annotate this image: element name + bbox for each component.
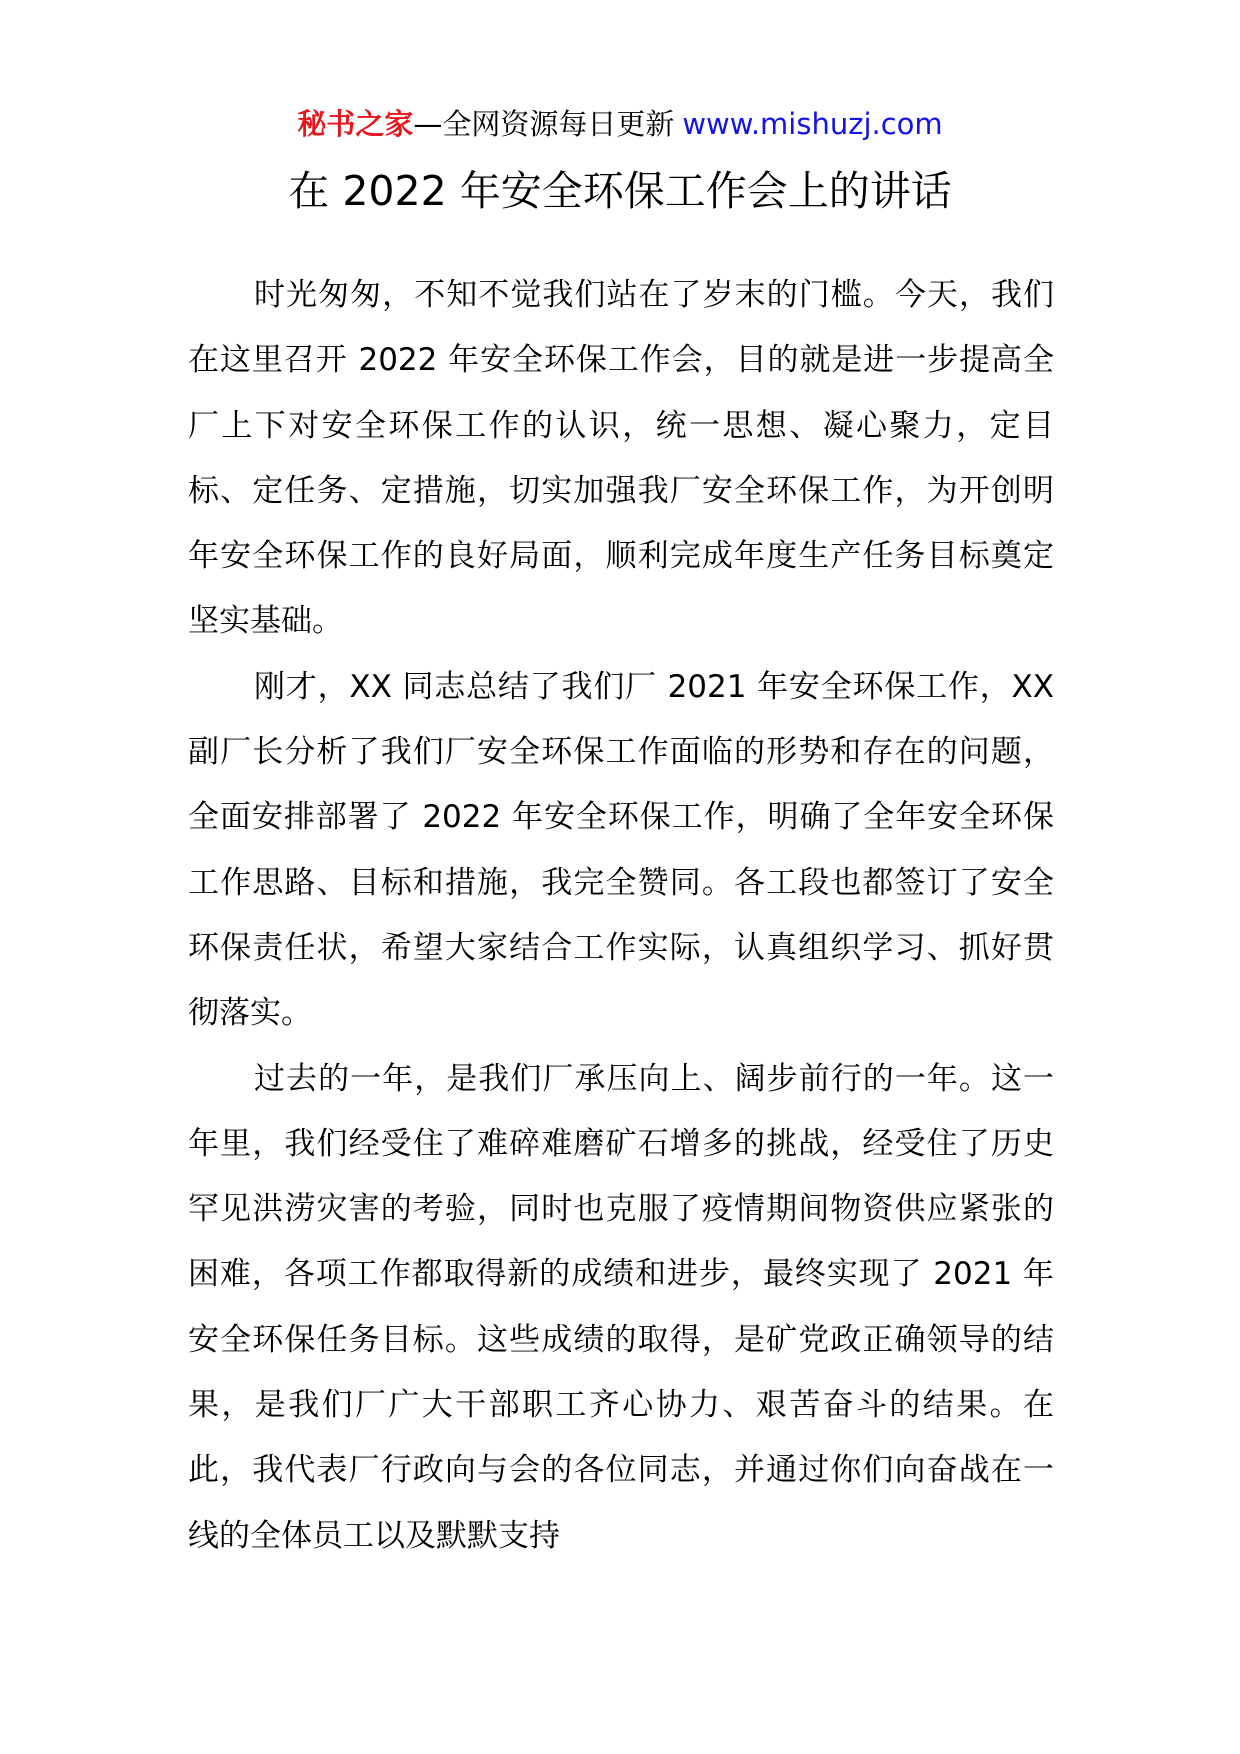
paragraph-1: 时光匆匆，不知不觉我们站在了岁末的门槛。今天，我们在这里召开 2022 年安全环保工作会，目的就是进一步提高全厂上下对安全环保工作的认识，统一思想、凝心聚力，定目标、定任务、定措施，切实加强我厂安全环保工作，为开创明年安全环保工作的良好局面，顺利完成年度生产任务目标奠定坚实基础。 (188, 277, 1054, 640)
paragraph-3: 过去的一年，是我们厂承压向上、阔步前行的一年。这一年里，我们经受住了难碎难磨矿石增多的挑战，经受住了历史罕见洪涝灾害的考验，同时也克服了疫情期间物资供应紧张的困难，各项工作都取得新的成绩和进步，最终实现了 2021 年安全环保任务目标。这些成绩的取得，是矿党政正确领导的结果，是我们厂广大干部职工齐心协力、艰苦奋斗的结果。在此，我代表厂行政向与会的各位同志，并通过你们向奋战在一线的全体员工以及默默支持 (188, 1060, 1054, 1554)
document-body (188, 263, 1054, 1569)
banner-slogan: —全网资源每日更新 (413, 107, 675, 141)
document-title: 在 2022 年安全环保工作会上的讲话 (288, 167, 952, 215)
site-banner (0, 100, 1240, 148)
brand-name: 秘书之家 (297, 107, 414, 141)
paragraph-2: 刚才，XX 同志总结了我们厂 2021 年安全环保工作，XX 副厂长分析了我们厂安全环保工作面临的形势和存在的问题，全面安排部署了 2022 年安全环保工作，明确了全年安全环保工作思路、目标和措施，我完全赞同。各工段也都签订了安全环保责任状，希望大家结合工作实际，认真组织学习、抓好贯彻落实。 (188, 668, 1054, 1032)
site-link[interactable]: www.mishuzj.com (682, 107, 943, 141)
